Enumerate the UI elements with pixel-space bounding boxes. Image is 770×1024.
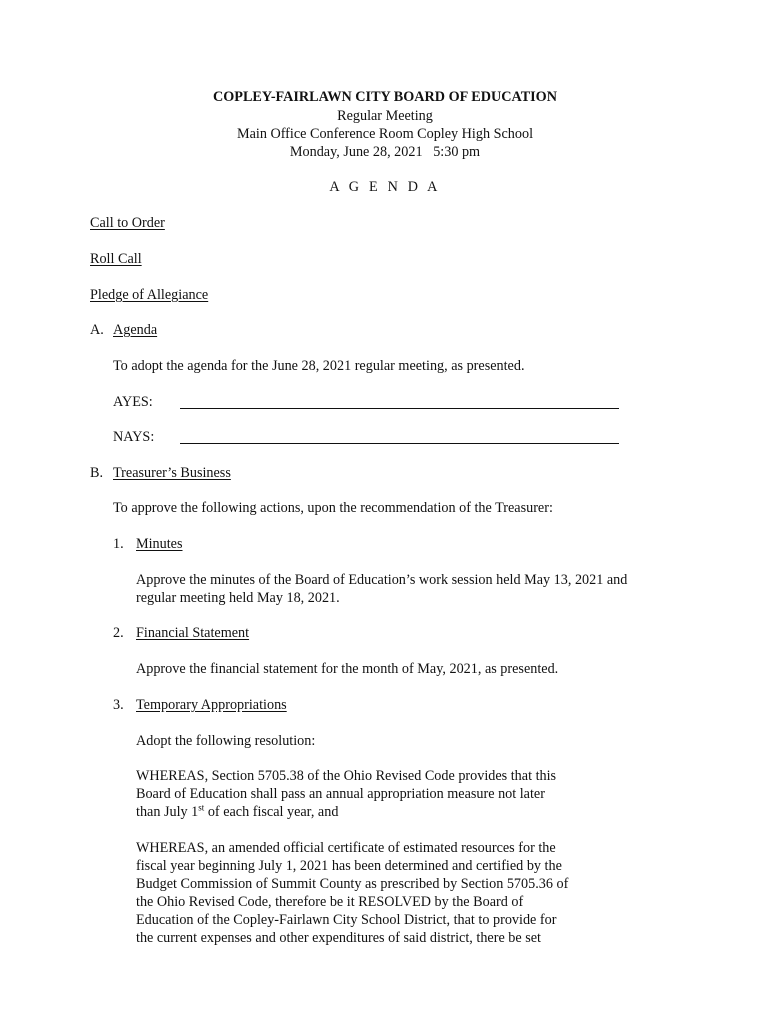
nays-label: NAYS:	[113, 429, 155, 445]
meeting-type: Regular Meeting	[337, 108, 433, 124]
item-3-intro: Adopt the following resolution:	[136, 733, 316, 749]
item-2-text-line: Approve the financial statement for the month of May, 2021, as presented.	[136, 661, 559, 677]
section-b-intro: To approve the following actions, upon the recommendation of the Treasurer:	[113, 500, 553, 516]
item-2-heading: Financial Statement	[136, 625, 250, 641]
item-3-number: 3.	[113, 697, 124, 713]
whereas-2-line: the current expenses and other expenditures of said district, there be set	[136, 930, 541, 946]
whereas-1-line3-pre: than July 1	[136, 804, 199, 820]
whereas-2-line: Education of the Copley-Fairlawn City School District, that to provide for	[136, 912, 557, 928]
call-to-order: Call to Order	[90, 215, 165, 231]
whereas-1-line: WHEREAS, Section 5705.38 of the Ohio Revised Code provides that this	[136, 768, 557, 784]
org-title: COPLEY-FAIRLAWN CITY BOARD OF EDUCATION	[213, 89, 557, 105]
section-a-heading: Agenda	[113, 322, 158, 338]
whereas-1-line: Board of Education shall pass an annual appropriation measure not later	[136, 786, 545, 802]
ordinal-suffix: st	[198, 802, 205, 813]
section-b-heading: Treasurer’s Business	[113, 465, 231, 481]
pledge-of-allegiance: Pledge of Allegiance	[90, 287, 209, 303]
item-1-heading: Minutes	[136, 536, 183, 552]
item-2-number: 2.	[113, 625, 124, 641]
item-3-heading: Temporary Appropriations	[136, 697, 287, 713]
section-b-letter: B.	[90, 465, 104, 481]
section-a-motion: To adopt the agenda for the June 28, 2021 regular meeting, as presented.	[113, 358, 525, 374]
item-1-text-line: regular meeting held May 18, 2021.	[136, 590, 340, 606]
meeting-datetime: Monday, June 28, 2021 5:30 pm	[289, 144, 481, 160]
whereas-2-line: the Ohio Revised Code, therefore be it RESOLVED by the Board of	[136, 894, 524, 910]
whereas-2-line: Budget Commission of Summit County as prescribed by Section 5705.36 of	[136, 876, 569, 892]
section-a-letter: A.	[90, 322, 104, 338]
roll-call: Roll Call	[90, 251, 142, 267]
agenda-title: A G E N D A	[329, 179, 441, 195]
nays-blank-line	[180, 443, 619, 444]
item-1-number: 1.	[113, 536, 124, 552]
whereas-1-line3-post: of each fiscal year, and	[204, 804, 339, 820]
meeting-location: Main Office Conference Room Copley High School	[236, 126, 534, 142]
ayes-label: AYES:	[113, 394, 153, 410]
ayes-blank-line	[180, 408, 619, 409]
whereas-1-line	[136, 803, 338, 821]
whereas-2-line: WHEREAS, an amended official certificate of estimated resources for the	[136, 840, 556, 856]
item-1-text-line: Approve the minutes of the Board of Education’s work session held May 13, 2021 and	[136, 572, 628, 588]
whereas-2-line: fiscal year beginning July 1, 2021 has been determined and certified by the	[136, 858, 562, 874]
